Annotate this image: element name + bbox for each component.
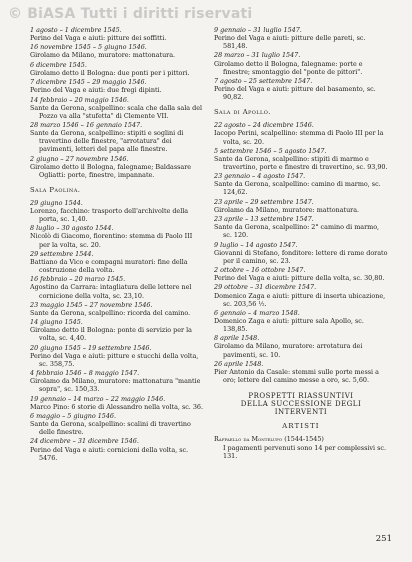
ledger-entry: [214, 121, 388, 145]
entry-date: 23 gennaio – 4 agosto 1547.: [214, 172, 306, 181]
page-number: 251: [375, 534, 392, 544]
entry-date: 6 maggio – 5 giugno 1546.: [30, 411, 117, 420]
entry-text: Girolamo da Milano, muratore: mattonatura "mantie sopra", sc. 150,33.: [30, 377, 201, 394]
entry-date: 2 ottobre – 16 ottobre 1547.: [214, 266, 306, 275]
entry-text: Sante da Gerona, scalpellino: camino di marmo, sc. 124,62.: [214, 180, 381, 197]
entry-text: Lorenzo, facchino: trasporto dell'archivolte della porta, sc. 1,40.: [30, 207, 189, 224]
ledger-entry: [214, 198, 388, 214]
entry-date: 14 giugno 1545.: [30, 318, 83, 327]
section-heading-sala-paolina: Sala Paolina.: [30, 185, 81, 194]
ledger-entry: [30, 318, 204, 342]
entry-date: 14 febbraio – 20 maggio 1546.: [30, 95, 129, 104]
ledger-entry: [214, 147, 388, 171]
ledger-entry: [214, 309, 388, 333]
entry-text: Sante da Gerona, scalpellino: scala che dalla sala del Pozzo va alla "stufetta" di Clemente VII.: [30, 103, 203, 120]
entry-date: 23 aprile – 13 settembre 1547.: [214, 215, 314, 224]
entry-date: 19 gennaio – 14 marzo – 22 maggio 1546.: [30, 394, 166, 403]
entry-text: Battiano da Vico e compagni muratori: fine della costruzione della volta.: [30, 257, 188, 275]
summary-block: [214, 392, 388, 430]
ledger-entry: [214, 266, 388, 282]
right-column: [214, 26, 388, 460]
artist-years: (1544-1545): [284, 435, 324, 444]
ledger-entry: [30, 199, 204, 223]
entry-date: 22 agosto – 24 dicembre 1546.: [214, 121, 314, 130]
entry-text: Giovanni di Stefano, fonditore: lettere di rame dorato per il camino, sc. 23.: [214, 248, 388, 265]
summary-subtitle: ARTISTI: [282, 422, 320, 431]
entry-date: 28 marzo – 31 luglio 1547.: [214, 51, 301, 60]
ledger-entry: [214, 360, 388, 384]
artist-entry: [214, 435, 388, 459]
entry-text: Iacopo Perini, scalpellino: stemma di Paolo III per la volta, sc. 20.: [214, 129, 384, 146]
ledger-entry: [30, 395, 204, 411]
entry-text: Marco Pino: 6 storie di Alessandro nella volta, sc. 36.: [30, 402, 204, 411]
ledger-entry: [30, 61, 204, 77]
entry-text: Sante da Gerona, scalpellino: scalini di travertino delle finestre.: [30, 420, 191, 437]
entry-text: Girolamo detto il Bologna: due ponti per i pittori.: [30, 68, 190, 77]
entry-text: Sante da Gerona, scalpellino: ricorda del camino.: [30, 308, 191, 317]
ledger-entry: [30, 78, 204, 94]
entry-date: 16 novembre 1545 – 5 giugno 1546.: [30, 43, 147, 52]
ledger-entry: [214, 241, 388, 265]
entry-date: 8 luglio – 30 agosto 1544.: [30, 224, 114, 233]
entry-text: Agostino da Carrara: intagliatura delle lettere nel cornicione della volta, sc. 23,10.: [30, 283, 192, 300]
entry-text: Sante da Gerona, scalpellino: stipiti e soglini di travertino delle finestre, "arrotatura" dei pavimenti, letteri del papa alle finestre.: [30, 129, 184, 154]
entry-date: 16 febbraio – 20 marzo 1545.: [30, 275, 126, 284]
right-entries-bottom: [214, 121, 388, 384]
ledger-entry: [214, 215, 388, 239]
entry-text: Girolamo da Milano, muratore: arrotatura dei pavimenti, sc. 10.: [214, 342, 363, 359]
entry-date: 23 aprile – 29 settembre 1547.: [214, 197, 314, 206]
section-heading-sala-apollo: Sala di Apollo.: [214, 108, 271, 117]
summary-title-2: DELLA SUCCESSIONE DEGLI INTERVENTI: [240, 400, 362, 417]
ledger-entry: [214, 77, 388, 101]
ledger-entry: [214, 334, 388, 358]
entry-text: Nicolò di Giacomo, fiorentino: stemma di Paolo III per la volta, sc. 20.: [30, 232, 193, 249]
ledger-entry: [214, 283, 388, 307]
ledger-entry: [30, 224, 204, 248]
entry-date: 9 gennaio – 31 luglio 1547.: [214, 26, 302, 34]
ledger-entry: [30, 43, 204, 59]
left-entries-bottom: [30, 199, 204, 462]
entry-date: 7 dicembre 1545 – 29 maggio 1546.: [30, 78, 147, 87]
ledger-entry: [214, 172, 388, 196]
entry-date: 23 maggio 1545 – 27 novembre 1546.: [30, 300, 153, 309]
right-entries-top: [214, 26, 388, 101]
entry-date: 6 dicembre 1545.: [30, 60, 87, 69]
ledger-entry: [30, 344, 204, 368]
entry-date: 2 giugno – 27 novembre 1546.: [30, 154, 129, 163]
entry-date: 29 giugno 1544.: [30, 198, 83, 207]
entry-text: Sante da Gerona, scalpellino: stipiti di marmo e travertino, porte e finestre di travertino, sc. 93,90.: [214, 154, 388, 171]
entry-text: Domenico Zaga e aiuti: pitture sala Apollo, sc. 138,85.: [214, 316, 364, 334]
entry-text: Domenico Zaga e aiuti: pitture di inserta ubicazione, sc. 203,56 ½.: [214, 291, 386, 308]
entry-text: Sante da Gerona, scalpellino: 2° camino di marmo, sc. 120.: [214, 223, 380, 240]
entry-date: 6 gennaio – 4 marzo 1548.: [214, 308, 300, 317]
entry-text: Girolamo detto il Bologna, falegname: porte e finestre; smontaggio del "ponte de pittori".: [214, 59, 363, 76]
ledger-entry: [30, 96, 204, 120]
entry-date: 9 luglio – 14 agosto 1547.: [214, 240, 298, 249]
ledger-entry: [214, 26, 388, 50]
entry-date: 26 aprile 1548.: [214, 359, 264, 368]
artist-text: I pagamenti pervenuti sono 14 per complessivi sc. 131.: [223, 443, 386, 460]
entry-text: Perino del Vaga e aiuti: pitture del basamento, sc. 90,82.: [214, 85, 376, 102]
left-entries-top: [30, 26, 204, 179]
entry-date: 1 agosto – 1 dicembre 1545.: [30, 26, 122, 34]
ledger-entry: [30, 26, 204, 42]
ledger-entry: [30, 250, 204, 274]
ledger-entry: [30, 155, 204, 179]
entry-date: 20 giugno 1545 – 19 settembre 1546.: [30, 343, 152, 352]
entry-text: Perino del Vaga e aiuti: due fregi dipinti.: [30, 86, 162, 95]
entry-text: Girolamo da Milano, muratore: mattonatura.: [214, 205, 360, 214]
ledger-entry: [30, 275, 204, 299]
entry-text: Perino del Vaga e aiuti: pitture e stucchi della volta, sc. 358,75.: [30, 351, 199, 368]
entry-date: 5 settembre 1546 – 5 agosto 1547.: [214, 146, 327, 155]
entry-date: 28 marzo 1546 – 16 gennaio 1547.: [30, 120, 143, 129]
entry-text: Perino del Vaga e aiuti: pitture della volta, sc. 30,80.: [214, 274, 385, 283]
ledger-entry: [30, 412, 204, 436]
entry-text: Girolamo da Milano, muratore: mattonatura.: [30, 51, 176, 60]
entry-text: Perino del Vaga e aiuti: pitture delle pareti, sc. 581,48.: [214, 34, 366, 51]
entry-text: Girolamo detto il Bologna, falegname; Baldassare Ogliatti: porte, finestre, impannate.: [30, 162, 192, 179]
entry-date: 8 aprile 1548.: [214, 334, 260, 343]
ledger-entry: [214, 51, 388, 75]
entry-date: 4 febbraio 1546 – 8 maggio 1547.: [30, 369, 140, 378]
entry-date: 29 ottobre – 31 dicembre 1547.: [214, 283, 317, 292]
artist-name: Raffaello da Montelupo: [214, 435, 283, 444]
entry-text: Perino del Vaga e aiuti: cornicioni della volta, sc. 5476.: [30, 445, 189, 462]
left-column: [30, 26, 204, 463]
entry-date: 29 settembre 1544.: [30, 249, 94, 258]
ledger-entry: [30, 369, 204, 393]
entry-text: Perino del Vaga e aiuti: pitture dei soffitti.: [30, 34, 167, 43]
copyright-watermark: © BiASA Tutti i diritti riservati: [8, 6, 253, 22]
ledger-entry: [30, 437, 204, 461]
entry-text: Girolamo detto il Bologna: ponte di servizio per la volta, sc. 4,40.: [30, 326, 192, 343]
entry-date: 7 agosto – 25 settembre 1547.: [214, 76, 313, 85]
entry-text: Pier Antonio da Casale: stemmi sulle porte messi a oro; lettere del camino messe a oro, sc. 5,60.: [214, 367, 379, 384]
entry-date: 24 dicembre – 31 dicembre 1546.: [30, 437, 139, 446]
ledger-entry: [30, 121, 204, 153]
ledger-entry: [30, 301, 204, 317]
summary-title-1: PROSPETTI RIASSUNTIVI: [248, 392, 354, 401]
